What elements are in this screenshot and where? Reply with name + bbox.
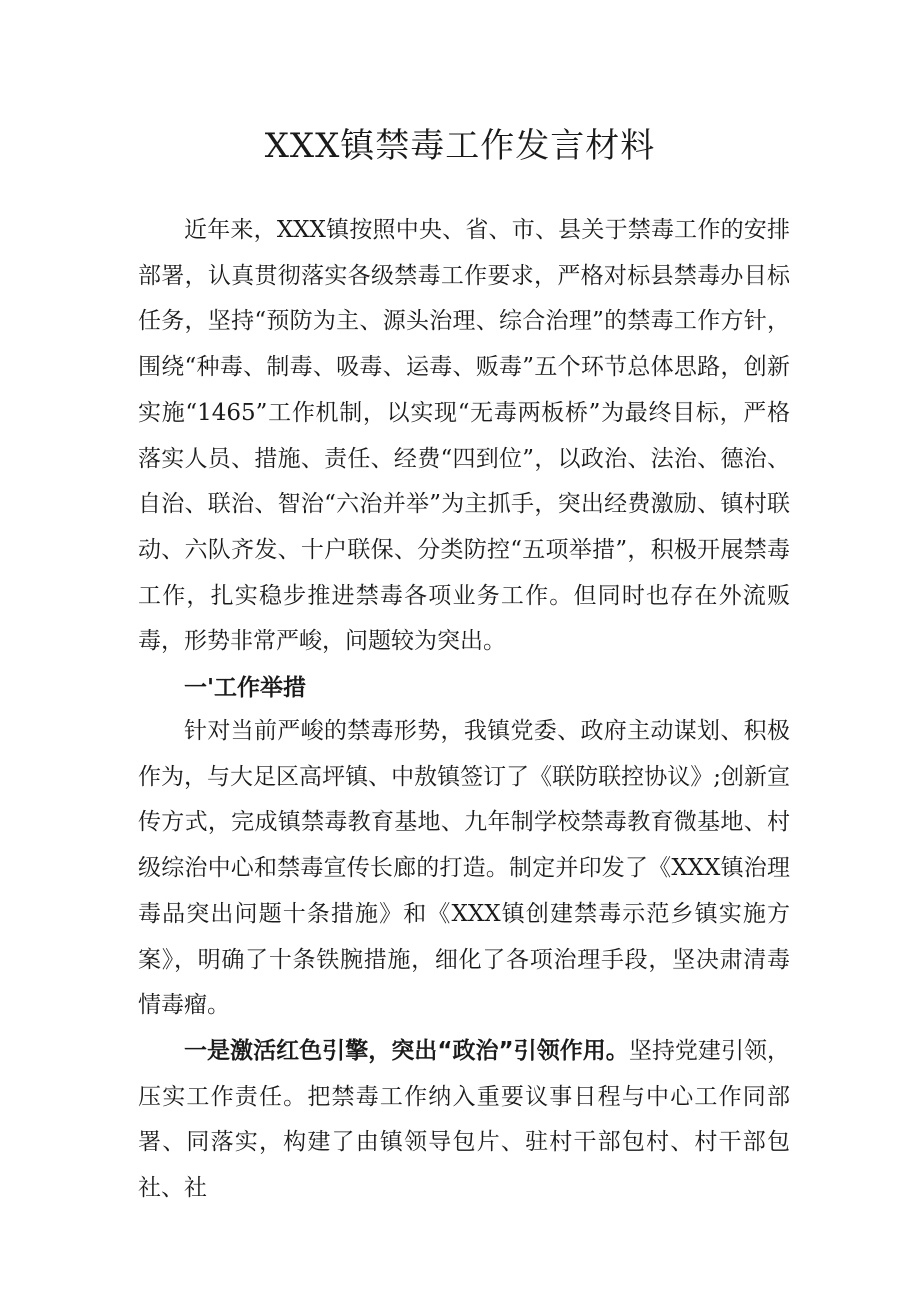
measures-paragraph: 针对当前严峻的禁毒形势，我镇党委、政府主动谋划、积极作为，与大足区高坪镇、中敖镇签订了《联防联控协议》;创新宣传方式，完成镇禁毒教育基地、九年制学校禁毒教育微基地、村级综治中心和禁毒宣传长廊的打造。制定并印发了《XXX镇治理毒品突出问题十条措施》和《XXX镇创建禁毒示范乡镇实施方案》，明确了十条铁腕措施，细化了各项治理手段，坚决肃清毒情毒瘤。 [138, 718, 790, 1019]
paragraph-body-text: 坚持党建引领，压实工作责任。把禁毒工作纳入重要议事日程与中心工作同部署、同落实，构建了由镇领导包片、驻村干部包村、村干部包社、社 [138, 1038, 791, 1202]
document-title: XXX镇禁毒工作发言材料 [264, 126, 656, 166]
section-heading: 一'工作举措 [184, 675, 307, 701]
political-leadership-paragraph [138, 1029, 790, 1212]
paragraph-lead-sentence: 一是激活红色引擎，突出“政治”引领作用。 [184, 1038, 629, 1064]
intro-paragraph: 近年来，XXX镇按照中央、省、市、县关于禁毒工作的安排部署，认真贯彻落实各级禁毒工作要求，严格对标县禁毒办目标任务，坚持“预防为主、源头治理、综合治理”的禁毒工作方针，围绕“种毒、制毒、吸毒、运毒、贩毒”五个环节总体思路，创新实施“1465”工作机制，以实现“无毒两板桥”为最终目标，严格落实人员、措施、责任、经费“四到位”，以政治、法治、德治、自治、联治、智治“六治并举”为主抓手，突出经费激励、镇村联动、六队齐发、十户联保、分类防控“五项举措”，积极开展禁毒工作，扎实稳步推进禁毒各项业务工作。但同时也存在外流贩毒，形势非常严峻，问题较为突出。 [138, 217, 790, 655]
